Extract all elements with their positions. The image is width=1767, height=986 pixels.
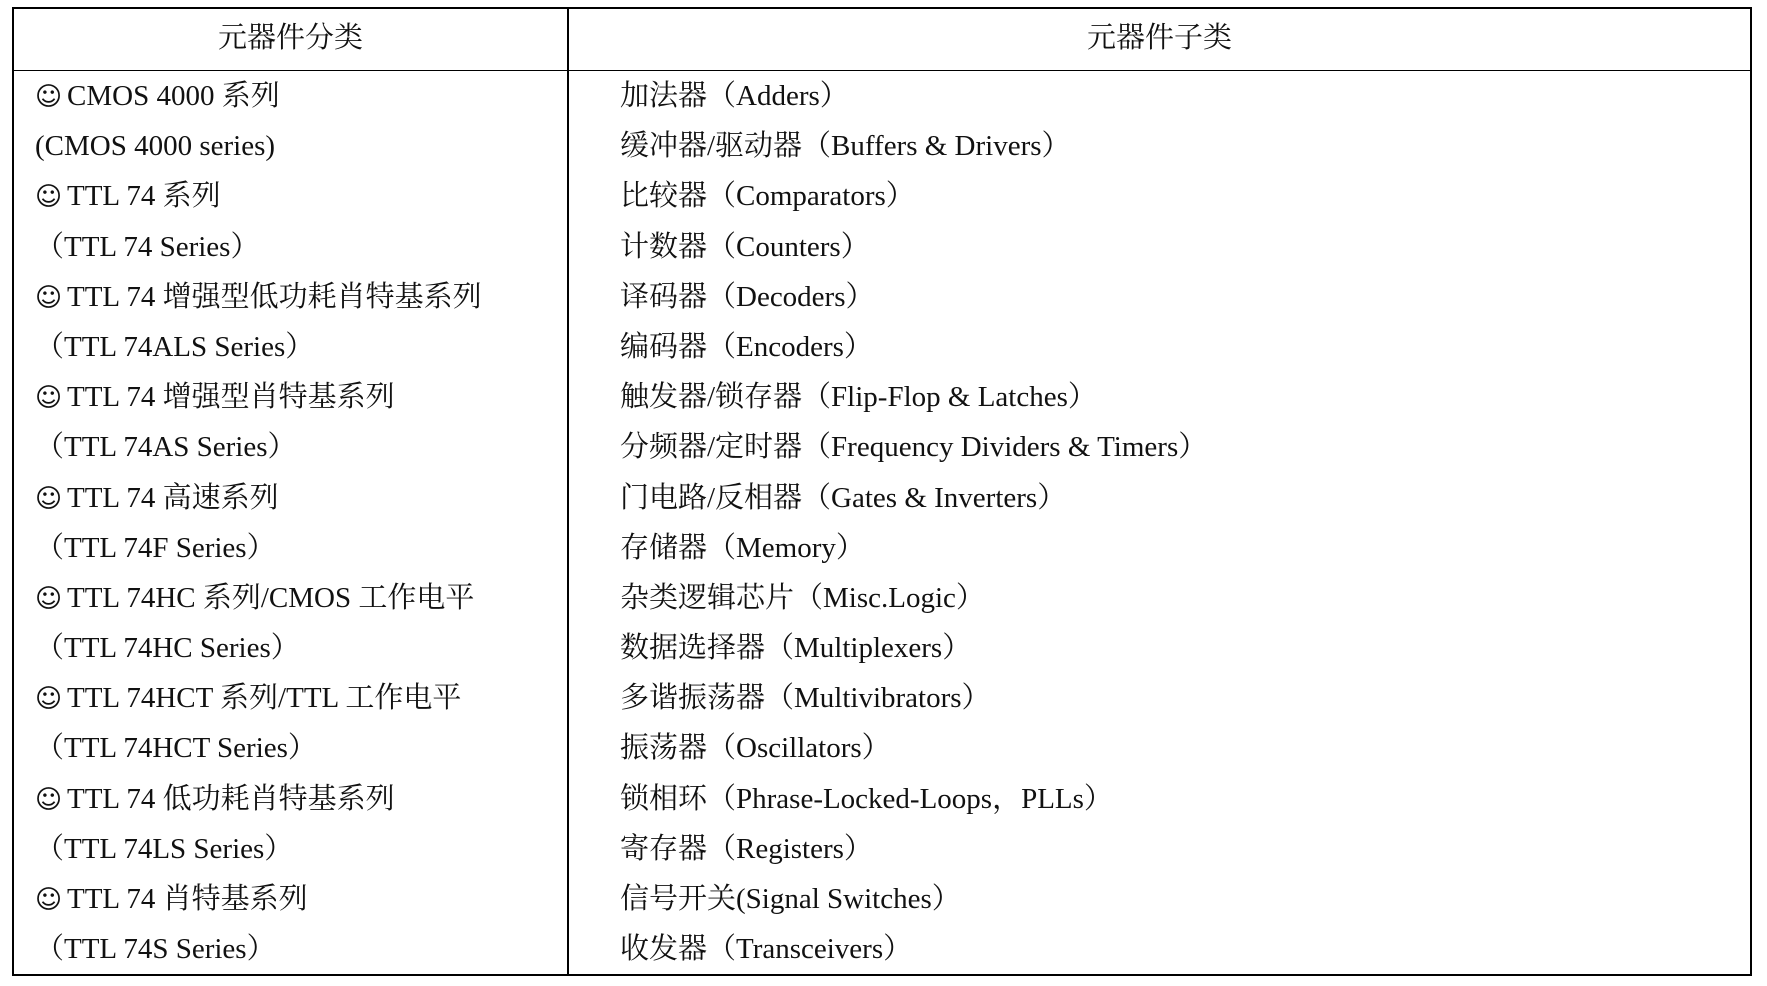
smiley-icon: ☺	[35, 784, 63, 815]
category-text: （TTL 74S Series）	[35, 933, 276, 966]
category-text: TTL 74 增强型肖特基系列	[67, 381, 395, 414]
category-row	[14, 774, 567, 824]
category-row	[14, 121, 567, 171]
component-table	[12, 7, 1752, 976]
subcategory-row: 分频器/定时器（Frequency Dividers & Timers）	[620, 431, 1208, 464]
category-text: TTL 74HCT 系列/TTL 工作电平	[67, 682, 462, 715]
subcategory-row: 信号开关(Signal Switches）	[620, 883, 961, 915]
category-text: CMOS 4000 系列	[67, 80, 280, 112]
subcategory-row: 锁相环（Phrase-Locked-Loops，PLLs）	[620, 782, 1113, 815]
subcategory-row: 比较器（Comparators）	[620, 180, 915, 213]
category-row	[14, 673, 567, 723]
subcategory-row: 触发器/锁存器（Flip-Flop & Latches）	[620, 381, 1097, 414]
category-text: TTL 74 肖特基系列	[67, 883, 308, 915]
category-text: （TTL 74HCT Series）	[35, 732, 317, 765]
category-text: TTL 74 高速系列	[67, 481, 279, 514]
subcategory-row: 杂类逻辑芯片（Misc.Logic）	[620, 581, 985, 614]
smiley-icon: ☺	[35, 82, 63, 112]
category-row	[14, 272, 567, 322]
table-header	[14, 9, 1750, 71]
category-text: TTL 74HC 系列/CMOS 工作电平	[67, 581, 475, 614]
subcategory-row: 编码器（Encoders）	[620, 330, 873, 363]
subcategory-row: 收发器（Transceivers）	[620, 933, 913, 966]
category-text: TTL 74 增强型低功耗肖特基系列	[67, 280, 482, 313]
category-row	[14, 372, 567, 422]
subcategory-row: 门电路/反相器（Gates & Inverters）	[620, 481, 1067, 514]
smiley-icon: ☺	[35, 583, 63, 614]
category-text: TTL 74 低功耗肖特基系列	[67, 782, 395, 815]
category-text: （TTL 74 Series）	[35, 230, 260, 263]
smiley-icon: ☺	[35, 483, 63, 514]
category-row	[14, 473, 567, 523]
smiley-icon: ☺	[35, 885, 63, 915]
subcategory-row: 存储器（Memory）	[620, 531, 865, 564]
subcategory-row: 译码器（Decoders）	[620, 280, 875, 313]
category-row	[14, 71, 567, 121]
subcategory-column	[569, 71, 1750, 974]
subcategory-row: 计数器（Counters）	[620, 230, 870, 263]
category-text: （TTL 74ALS Series）	[35, 330, 315, 363]
category-row	[14, 523, 567, 573]
subcategory-row: 振荡器（Oscillators）	[620, 732, 891, 765]
category-text: （TTL 74HC Series）	[35, 632, 300, 665]
category-row	[14, 573, 567, 623]
category-column	[14, 71, 567, 974]
smiley-icon: ☺	[35, 684, 63, 715]
category-text: (CMOS 4000 series)	[35, 130, 276, 163]
subcategory-row: 寄存器（Registers）	[620, 832, 873, 865]
subcategory-row: 多谐振荡器（Multivibrators）	[620, 682, 991, 715]
category-row	[14, 222, 567, 272]
category-row	[14, 824, 567, 874]
category-row	[14, 422, 567, 472]
category-row	[14, 623, 567, 673]
category-text: （TTL 74LS Series）	[35, 832, 294, 865]
smiley-icon: ☺	[35, 282, 63, 313]
category-row	[14, 322, 567, 372]
smiley-icon: ☺	[35, 383, 63, 414]
header-category: 元器件分类	[217, 22, 363, 54]
category-row	[14, 723, 567, 773]
category-text: （TTL 74AS Series）	[35, 431, 297, 464]
category-text: TTL 74 系列	[67, 180, 221, 213]
category-text: （TTL 74F Series）	[35, 531, 276, 564]
category-row	[14, 171, 567, 221]
header-subcategory: 元器件子类	[1086, 22, 1232, 54]
subcategory-row: 缓冲器/驱动器（Buffers & Drivers）	[620, 130, 1071, 163]
subcategory-row: 加法器（Adders）	[620, 80, 849, 112]
subcategory-row: 数据选择器（Multiplexers）	[620, 632, 972, 665]
category-row	[14, 924, 567, 974]
smiley-icon: ☺	[35, 182, 63, 213]
category-row	[14, 874, 567, 924]
